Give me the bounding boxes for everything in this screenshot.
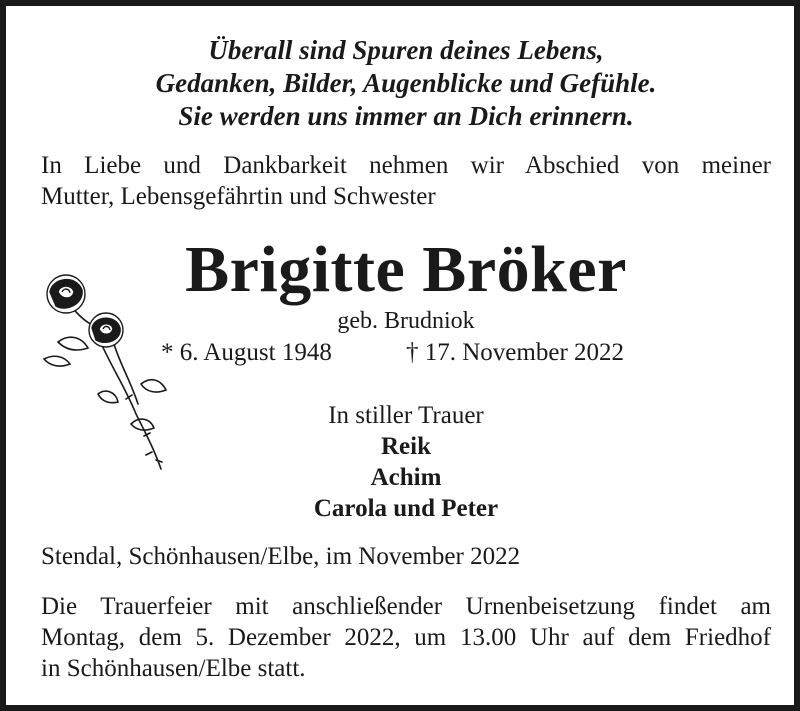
mourners-block [6, 400, 800, 524]
intro-line: Mutter, Lebensgefährtin und Schwester [41, 183, 436, 210]
death-date: † 17. November 2022 [406, 339, 625, 366]
poem-line: Gedanken, Bilder, Augenblicke und Gefühle. [155, 68, 657, 98]
poem-line: Sie werden uns immer an Dich erinnern. [178, 101, 634, 131]
service-notice [41, 591, 771, 684]
poem [6, 34, 800, 133]
mourner-name: Reik [381, 433, 431, 460]
intro-line: In Liebe und Dankbarkeit nehmen wir Abschied von meiner [41, 152, 771, 179]
service-line: Die Trauerfeier mit anschließender Urnenbeisetzung findet am [41, 593, 771, 620]
maiden-name: geb. Brudniok [337, 308, 475, 334]
poem-line: Überall sind Spuren deines Lebens, [208, 35, 604, 65]
birth-date: * 6. August 1948 [161, 339, 332, 366]
service-line: Montag, dem 5. Dezember 2022, um 13.00 Uhr auf dem Friedhof [41, 624, 771, 651]
service-line: in Schönhausen/Elbe statt. [41, 655, 306, 682]
mourner-name: Achim [370, 464, 442, 491]
place-date: Stendal, Schönhausen/Elbe, im November 2022 [41, 543, 521, 570]
intro-text [41, 150, 771, 212]
mourner-name: Carola und Peter [313, 495, 499, 522]
mourners-heading: In stiller Trauer [328, 402, 484, 429]
deceased-name: Brigitte Bröker [185, 233, 627, 306]
